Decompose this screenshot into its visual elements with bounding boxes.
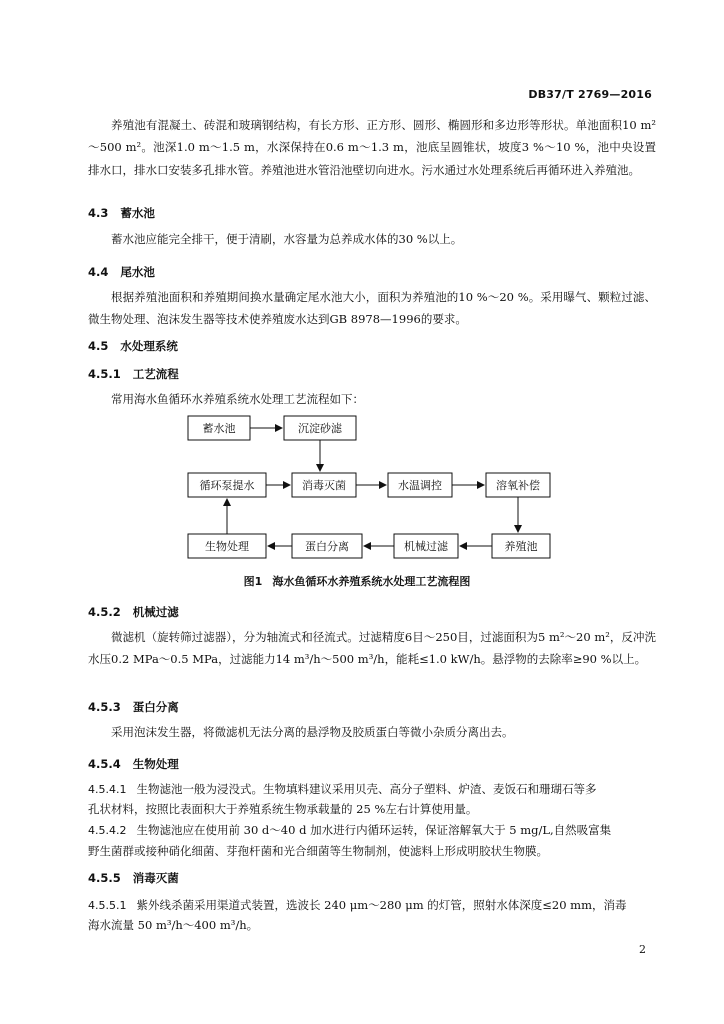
standard-number: DB37/T 2769—2016 (528, 88, 652, 101)
node-culture-label: 养殖池 (504, 540, 538, 553)
heading-title: 消毒灭菌 (132, 871, 179, 885)
heading-title: 工艺流程 (132, 367, 179, 381)
node-bio-label: 生物处理 (205, 540, 249, 553)
node-oxygen-label: 溶氧补偿 (496, 479, 540, 492)
paragraph-4-5-1: 常用海水鱼循环水养殖系统水处理工艺流程如下： (111, 392, 364, 406)
heading-number: 4.3 (88, 206, 109, 220)
paragraph-4-4: 根据养殖池面积和养殖期间换水量确定尾水池大小，面积为养殖池的10 %～20 %。采用曝气、颗粒过滤、微生物处理、泡沫发生器等技术使养殖废水达到GB 8978—1996的要求。 (88, 290, 656, 327)
heading-number: 4.5 (88, 339, 109, 353)
heading-number: 4.5.5 (88, 871, 121, 885)
clause-text: 生物滤池应在使用前 30 d～40 d 加水进行内循环运转，保证溶解氧大于 5 mg/L,自然吸富集 (136, 823, 612, 837)
heading-number: 4.4 (88, 265, 109, 279)
heading-4-3 (88, 205, 155, 221)
heading-4-4 (88, 264, 155, 280)
figure-number: 图1 (243, 575, 263, 588)
heading-number: 4.5.4 (88, 757, 121, 771)
heading-4-5-3 (88, 699, 179, 715)
process-flowchart (170, 408, 570, 568)
heading-number: 4.5.3 (88, 700, 121, 714)
clause-number: 4.5.4.1 (88, 783, 127, 796)
paragraph-4-5-2: 微滤机（旋转筛过滤器），分为轴流式和径流式。过滤精度6目～250目，过滤面积为5 m²～20 m²，反冲洗水压0.2 MPa～0.5 MPa，过滤能力14 m³/h～500 m³/h，能耗≤1.0 kW/h。悬浮物的去除率≥90 %以上。 (88, 630, 656, 667)
heading-title: 蛋白分离 (132, 700, 179, 714)
clause-text: 生物滤池一般为浸没式。生物填料建议采用贝壳、高分子塑料、炉渣、麦饭石和珊瑚石等多 (136, 782, 597, 796)
heading-title: 机械过滤 (132, 605, 179, 619)
heading-title: 水处理系统 (120, 339, 178, 353)
heading-4-5-2 (88, 604, 179, 620)
paragraph-4-5-3: 采用泡沫发生器，将微滤机无法分离的悬浮物及胶质蛋白等微小杂质分离出去。 (111, 725, 514, 739)
heading-4-5 (88, 338, 178, 354)
node-mech-label: 机械过滤 (404, 540, 448, 553)
heading-4-5-4 (88, 756, 179, 772)
clause-number: 4.5.4.2 (88, 824, 127, 837)
heading-4-5-1 (88, 366, 179, 382)
heading-4-5-5 (88, 870, 179, 886)
figure-caption (0, 573, 724, 589)
clause-4-5-4-2-line1 (88, 819, 656, 842)
node-temp-label: 水温调控 (398, 479, 442, 492)
heading-number: 4.5.1 (88, 367, 121, 381)
heading-title: 蓄水池 (120, 206, 155, 220)
figure-title: 海水鱼循环水养殖系统水处理工艺流程图 (272, 575, 471, 588)
node-sand-filter-label: 沉淀砂滤 (298, 422, 342, 435)
clause-number: 4.5.5.1 (88, 899, 127, 912)
heading-title: 生物处理 (132, 757, 179, 771)
node-circ-pump-label: 循环泵提水 (199, 479, 255, 492)
node-disinfect-label: 消毒灭菌 (302, 479, 346, 492)
page-number: 2 (639, 943, 646, 956)
paragraph-pool-structure: 养殖池有混凝土、砖混和玻璃钢结构，有长方形、正方形、圆形、椭圆形和多边形等形状。单池面积10 m²～500 m²。池深1.0 m～1.5 m，水深保持在0.6 m～1.3 m，池底呈圆锥状，坡度3 %～10 %，池中央设置排水口，排水口安装多孔排水管。养殖池进水管沿池壁切向进水。污水通过水处理系统后再循环进入养殖池。 (88, 118, 656, 177)
clause-4-5-4-2-line2: 野生菌群或接种硝化细菌、芽孢杆菌和光合细菌等生物制剂，使滤料上形成明胶状生物膜。 (88, 844, 548, 858)
clause-4-5-4-1-line2: 孔状材料，按照比表面积大于养殖系统生物承载量的 25 %左右计算使用量。 (88, 802, 478, 816)
clause-text: 紫外线杀菌采用渠道式装置，选波长 240 μm～280 μm 的灯管，照射水体深度≤20 mm，消毒 (136, 898, 627, 912)
clause-4-5-5-1-line2: 海水流量 50 m³/h～400 m³/h。 (88, 918, 259, 932)
node-protein-label: 蛋白分离 (305, 540, 349, 553)
node-storage-label: 蓄水池 (202, 422, 236, 435)
heading-title: 尾水池 (120, 265, 155, 279)
heading-number: 4.5.2 (88, 605, 121, 619)
paragraph-4-3: 蓄水池应能完全排干，便于清刷，水容量为总养成水体的30 %以上。 (111, 232, 463, 246)
